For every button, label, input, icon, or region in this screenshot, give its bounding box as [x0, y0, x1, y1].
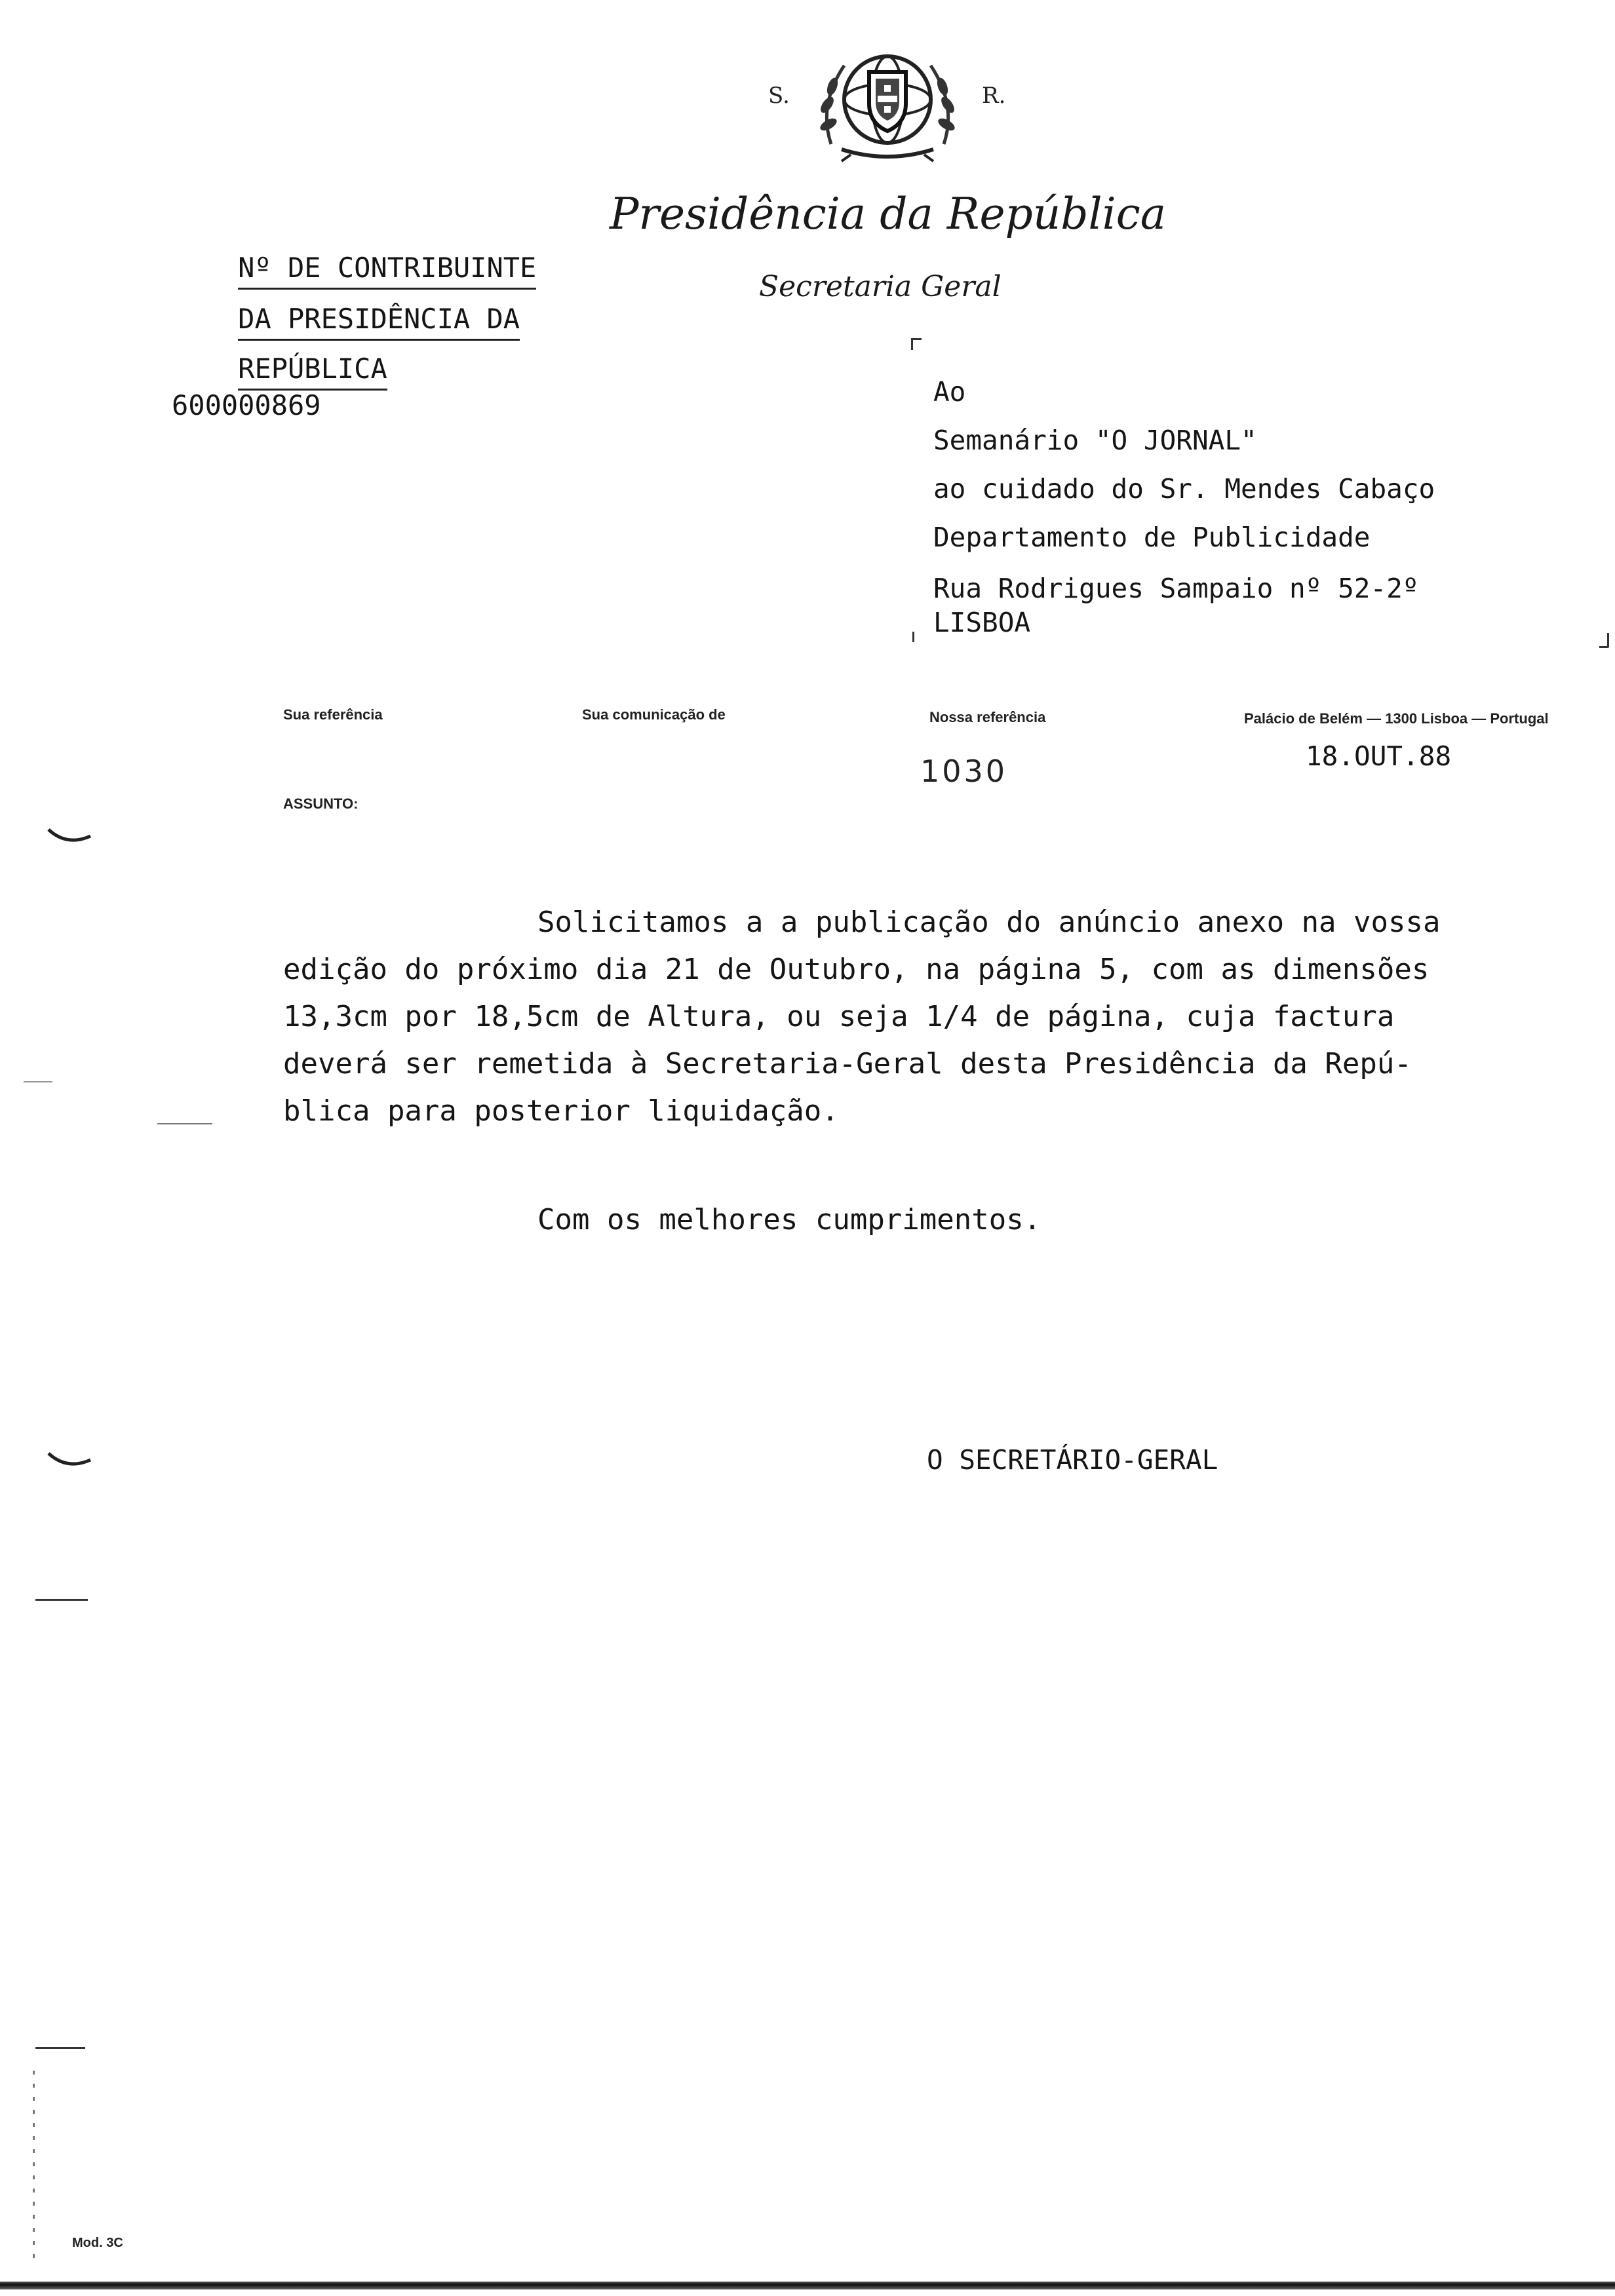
taxpayer-number: 600000869 [172, 389, 321, 421]
assunto-label: ASSUNTO: [283, 795, 359, 812]
nossa-referencia-value: 1030 [920, 754, 1008, 789]
institution-name: Presidência da República [610, 189, 1167, 239]
window-mark-top-h [911, 338, 922, 340]
recipient-line-2: Semanário "O JORNAL" [933, 425, 1257, 456]
crest-left-letter: S. [768, 83, 790, 109]
recipient-line-4: Departamento de Publicidade [933, 522, 1371, 553]
recipient-line-6: LISBOA [933, 607, 1031, 638]
department-name: Secretaria Geral [759, 270, 1002, 303]
body-line-1: Solicitamos a a publicação do anúncio anexo na vossa [537, 906, 1441, 939]
nossa-referencia-label: Nossa referência [929, 709, 1046, 725]
coat-of-arms-icon [805, 39, 970, 164]
margin-line [157, 1123, 212, 1124]
margin-line [35, 2047, 85, 2049]
window-mark-right-h [1599, 646, 1608, 648]
recipient-line-5: Rua Rodrigues Sampaio nº 52-2º [933, 573, 1419, 604]
fold-mark-icon [47, 1451, 93, 1470]
margin-tick [33, 2071, 35, 2267]
taxpayer-label-line1: Nº DE CONTRIBUINTE [238, 252, 536, 290]
recipient-line-3: ao cuidado do Sr. Mendes Cabaço [933, 473, 1435, 505]
body-line-4: deverá ser remetida à Secretaria-Geral desta Presidência da Repú- [283, 1047, 1412, 1081]
taxpayer-label-line2: DA PRESIDÊNCIA DA [238, 303, 520, 341]
body-line-2: edição do próximo dia 21 de Outubro, na página 5, com as dimensões [283, 953, 1430, 986]
window-mark-left [912, 632, 914, 642]
closing-line: Com os melhores cumprimentos. [537, 1203, 1041, 1236]
scan-edge-bar [0, 2282, 1615, 2289]
margin-dash [24, 1081, 52, 1082]
crest-right-letter: R. [982, 83, 1006, 109]
sua-referencia-label: Sua referência [283, 706, 383, 723]
letter-date: 18.OUT.88 [1306, 740, 1452, 772]
sua-comunicacao-label: Sua comunicação de [582, 706, 726, 723]
fold-mark-icon [47, 827, 93, 847]
body-line-5: blica para posterior liquidação. [283, 1094, 839, 1128]
body-line-3: 13,3cm por 18,5cm de Altura, ou seja 1/4 de página, cuja factura [283, 1000, 1395, 1033]
form-code: Mod. 3C [72, 2236, 123, 2250]
signature-title: O SECRETÁRIO-GERAL [927, 1444, 1218, 1476]
window-mark-right [1607, 633, 1609, 647]
address-label: Palácio de Belém — 1300 Lisboa — Portugal [1244, 710, 1549, 727]
margin-line [35, 1599, 88, 1601]
taxpayer-label-line3: REPÚBLICA [238, 353, 387, 391]
recipient-line-1: Ao [933, 376, 966, 408]
